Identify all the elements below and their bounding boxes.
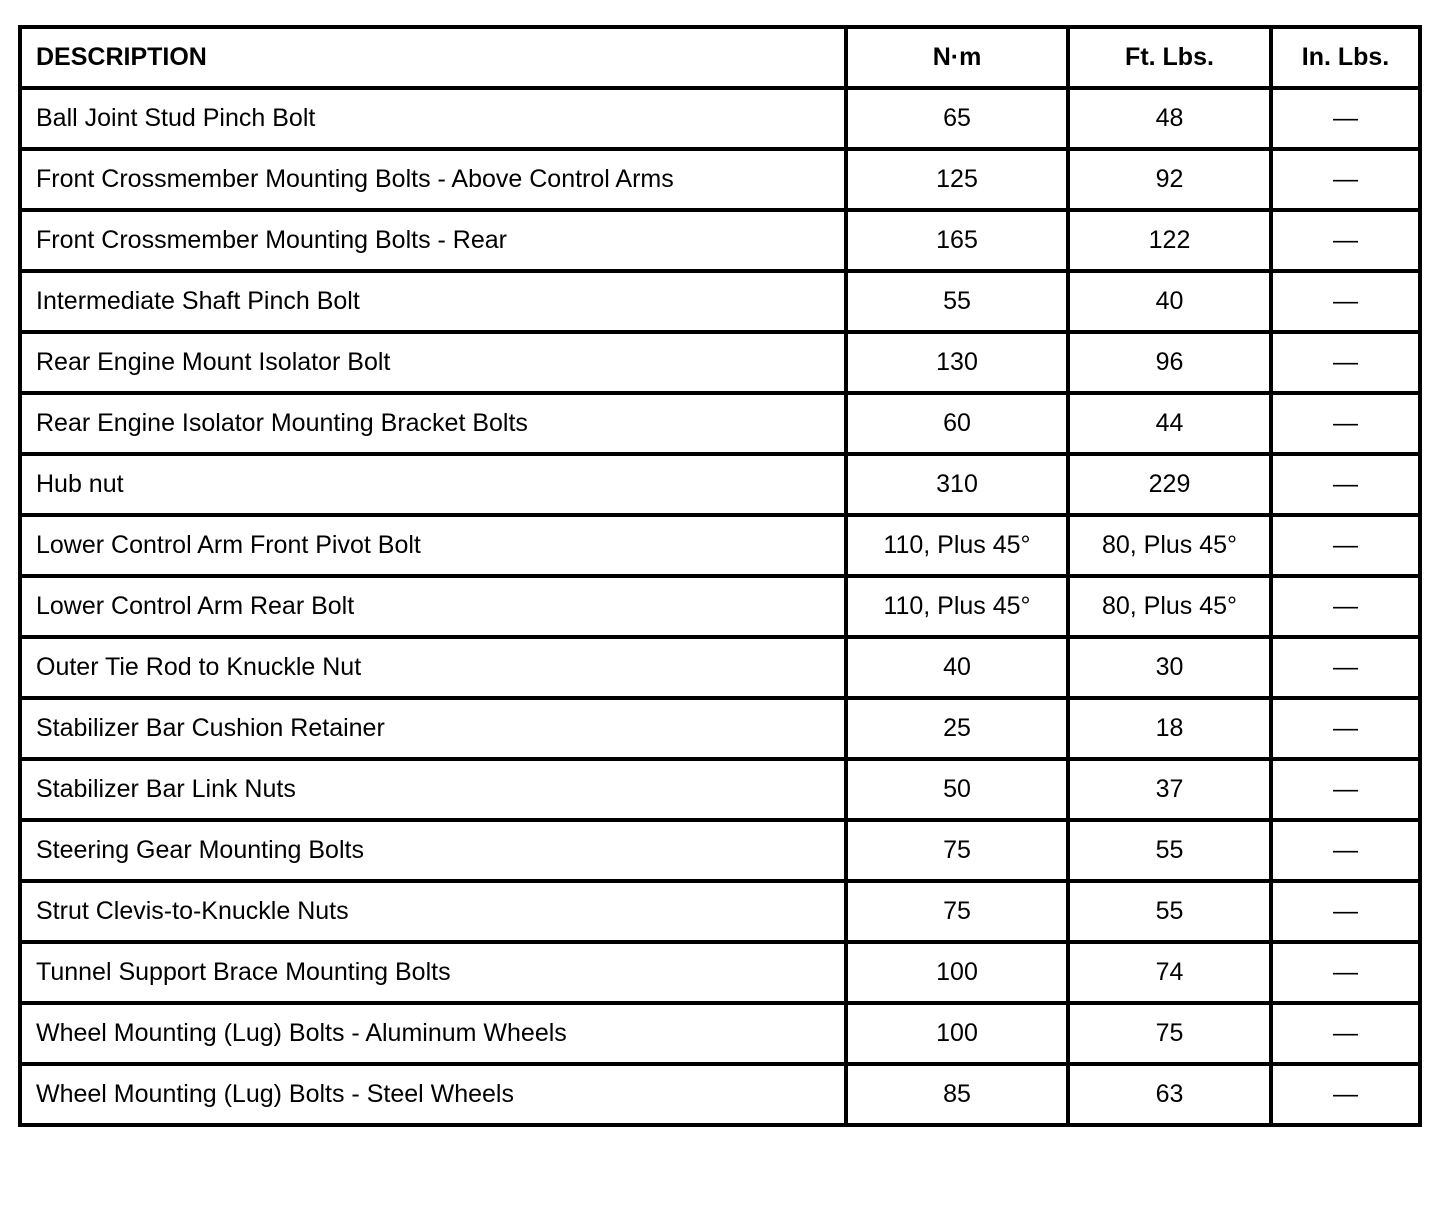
table-row	[20, 332, 1420, 393]
description-cell: Wheel Mounting (Lug) Bolts - Aluminum Wheels	[20, 1003, 846, 1064]
ft-lbs-cell: 48	[1068, 88, 1271, 149]
description-header: DESCRIPTION	[20, 27, 846, 88]
nm-cell: 100	[846, 942, 1068, 1003]
description-cell: Front Crossmember Mounting Bolts - Rear	[20, 210, 846, 271]
in-lbs-cell: —	[1271, 698, 1420, 759]
ft-lbs-cell: 44	[1068, 393, 1271, 454]
in-lbs-header: In. Lbs.	[1271, 27, 1420, 88]
in-lbs-cell: —	[1271, 759, 1420, 820]
ft-lbs-cell: 80, Plus 45°	[1068, 576, 1271, 637]
nm-cell: 110, Plus 45°	[846, 515, 1068, 576]
ft-lbs-cell: 37	[1068, 759, 1271, 820]
nm-cell: 25	[846, 698, 1068, 759]
table-row	[20, 820, 1420, 881]
table-row	[20, 454, 1420, 515]
table-row	[20, 515, 1420, 576]
table-row	[20, 149, 1420, 210]
description-cell: Lower Control Arm Rear Bolt	[20, 576, 846, 637]
ft-lbs-cell: 75	[1068, 1003, 1271, 1064]
nm-cell: 165	[846, 210, 1068, 271]
ft-lbs-cell: 63	[1068, 1064, 1271, 1125]
in-lbs-cell: —	[1271, 88, 1420, 149]
description-cell: Intermediate Shaft Pinch Bolt	[20, 271, 846, 332]
nm-cell: 125	[846, 149, 1068, 210]
in-lbs-cell: —	[1271, 576, 1420, 637]
nm-cell: 110, Plus 45°	[846, 576, 1068, 637]
description-cell: Rear Engine Isolator Mounting Bracket Bolts	[20, 393, 846, 454]
nm-header: N·m	[846, 27, 1068, 88]
table-row	[20, 881, 1420, 942]
description-cell: Stabilizer Bar Link Nuts	[20, 759, 846, 820]
header-row	[20, 27, 1420, 88]
table-row	[20, 393, 1420, 454]
table-row	[20, 942, 1420, 1003]
nm-cell: 40	[846, 637, 1068, 698]
in-lbs-cell: —	[1271, 271, 1420, 332]
ft-lbs-cell: 74	[1068, 942, 1271, 1003]
ft-lbs-cell: 30	[1068, 637, 1271, 698]
ft-lbs-header: Ft. Lbs.	[1068, 27, 1271, 88]
table-row	[20, 637, 1420, 698]
ft-lbs-cell: 122	[1068, 210, 1271, 271]
table-row	[20, 698, 1420, 759]
ft-lbs-cell: 229	[1068, 454, 1271, 515]
nm-cell: 75	[846, 820, 1068, 881]
ft-lbs-cell: 96	[1068, 332, 1271, 393]
ft-lbs-cell: 40	[1068, 271, 1271, 332]
nm-cell: 75	[846, 881, 1068, 942]
ft-lbs-cell: 18	[1068, 698, 1271, 759]
nm-cell: 85	[846, 1064, 1068, 1125]
in-lbs-cell: —	[1271, 942, 1420, 1003]
in-lbs-cell: —	[1271, 820, 1420, 881]
in-lbs-cell: —	[1271, 515, 1420, 576]
in-lbs-cell: —	[1271, 454, 1420, 515]
ft-lbs-cell: 80, Plus 45°	[1068, 515, 1271, 576]
in-lbs-cell: —	[1271, 393, 1420, 454]
in-lbs-cell: —	[1271, 881, 1420, 942]
description-cell: Strut Clevis-to-Knuckle Nuts	[20, 881, 846, 942]
description-cell: Front Crossmember Mounting Bolts - Above Control Arms	[20, 149, 846, 210]
description-cell: Steering Gear Mounting Bolts	[20, 820, 846, 881]
table-row	[20, 210, 1420, 271]
description-cell: Rear Engine Mount Isolator Bolt	[20, 332, 846, 393]
description-cell: Wheel Mounting (Lug) Bolts - Steel Wheels	[20, 1064, 846, 1125]
ft-lbs-cell: 92	[1068, 149, 1271, 210]
in-lbs-cell: —	[1271, 1064, 1420, 1125]
nm-cell: 310	[846, 454, 1068, 515]
table-row	[20, 1003, 1420, 1064]
nm-cell: 50	[846, 759, 1068, 820]
description-cell: Outer Tie Rod to Knuckle Nut	[20, 637, 846, 698]
table-row	[20, 271, 1420, 332]
in-lbs-cell: —	[1271, 1003, 1420, 1064]
ft-lbs-cell: 55	[1068, 881, 1271, 942]
table-body	[20, 88, 1420, 1125]
in-lbs-cell: —	[1271, 332, 1420, 393]
torque-spec-table	[18, 25, 1422, 1127]
table-row	[20, 1064, 1420, 1125]
in-lbs-cell: —	[1271, 149, 1420, 210]
ft-lbs-cell: 55	[1068, 820, 1271, 881]
description-cell: Hub nut	[20, 454, 846, 515]
in-lbs-cell: —	[1271, 637, 1420, 698]
nm-cell: 60	[846, 393, 1068, 454]
description-cell: Tunnel Support Brace Mounting Bolts	[20, 942, 846, 1003]
nm-cell: 65	[846, 88, 1068, 149]
table-row	[20, 88, 1420, 149]
table-row	[20, 759, 1420, 820]
in-lbs-cell: —	[1271, 210, 1420, 271]
description-cell: Ball Joint Stud Pinch Bolt	[20, 88, 846, 149]
nm-cell: 100	[846, 1003, 1068, 1064]
nm-cell: 130	[846, 332, 1068, 393]
table-row	[20, 576, 1420, 637]
description-cell: Lower Control Arm Front Pivot Bolt	[20, 515, 846, 576]
nm-cell: 55	[846, 271, 1068, 332]
description-cell: Stabilizer Bar Cushion Retainer	[20, 698, 846, 759]
